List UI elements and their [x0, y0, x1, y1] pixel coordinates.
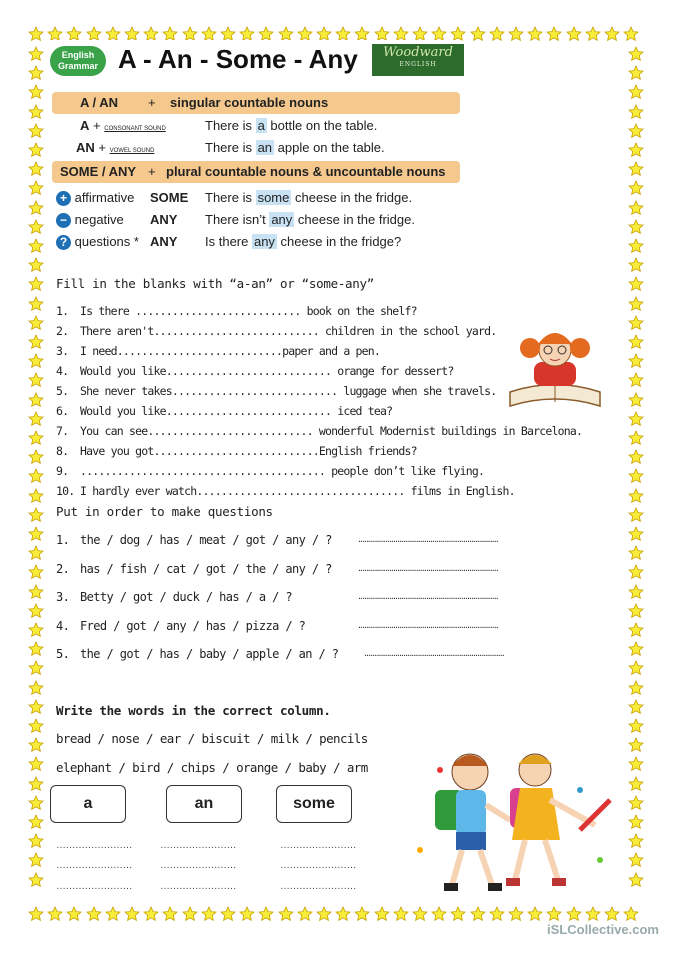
star-icon	[28, 219, 44, 235]
star-icon	[28, 238, 44, 254]
item-number: 6.	[56, 404, 69, 418]
star-icon	[28, 142, 44, 158]
example-some: There is some cheese in the fridge.	[205, 190, 413, 205]
star-icon	[28, 526, 44, 542]
answer-line[interactable]: ....................................................................	[358, 533, 498, 545]
word-bank-row-1: bread / nose / ear / biscuit / milk / pencils	[56, 731, 368, 746]
star-icon	[628, 123, 644, 139]
star-icon	[628, 430, 644, 446]
star-icon	[28, 756, 44, 772]
star-icon	[604, 906, 620, 922]
star-icon	[393, 906, 409, 922]
item-sentence: ........................................ people don’t like flying.	[80, 464, 485, 478]
star-icon	[28, 296, 44, 312]
star-icon	[28, 449, 44, 465]
star-icon	[28, 392, 44, 408]
star-icon	[316, 906, 332, 922]
rule-bar-some-any: SOME / ANY + plural countable nouns & uncountable nouns	[52, 161, 460, 183]
star-icon	[28, 123, 44, 139]
star-icon	[489, 906, 505, 922]
item-sentence: Have you got...........................English friends?	[80, 444, 417, 458]
star-icon	[470, 906, 486, 922]
star-icon	[28, 622, 44, 638]
star-icon	[628, 872, 644, 888]
star-icon	[258, 906, 274, 922]
item-number: 2.	[56, 324, 69, 338]
star-icon	[28, 430, 44, 446]
item-sentence: I hardly ever watch.................................. films in English.	[80, 484, 515, 498]
star-icon	[143, 906, 159, 922]
scrambled-question: has / fish / cat / got / the / any / ?	[80, 561, 332, 576]
star-icon	[628, 296, 644, 312]
exercise3-title: Write the words in the correct column.	[56, 703, 331, 718]
column-a-answer-line[interactable]: ……………………	[56, 881, 132, 892]
question-number: 3.	[56, 590, 70, 604]
item-sentence: Would you like........................... orange for dessert?	[80, 364, 454, 378]
example-an: There is an apple on the table.	[205, 140, 385, 155]
star-icon	[28, 468, 44, 484]
word-some: SOME	[150, 190, 189, 205]
star-icon	[628, 603, 644, 619]
item-number: 5.	[56, 384, 69, 398]
star-icon	[28, 353, 44, 369]
star-icon	[28, 104, 44, 120]
star-icon	[28, 776, 44, 792]
item-number: 9.	[56, 464, 69, 478]
exercise2-title: Put in order to make questions	[56, 504, 273, 519]
rule-negative: − negative	[56, 212, 124, 228]
item-number: 3.	[56, 344, 69, 358]
star-icon	[86, 906, 102, 922]
star-icon	[585, 906, 601, 922]
star-icon	[628, 411, 644, 427]
star-icon	[297, 906, 313, 922]
minus-icon: −	[56, 213, 71, 228]
answer-line[interactable]: ....................................................................	[364, 647, 504, 659]
star-icon	[546, 906, 562, 922]
star-icon	[628, 622, 644, 638]
scrambled-question: Betty / got / duck / has / a / ?	[80, 590, 292, 604]
star-icon	[28, 545, 44, 561]
star-icon	[628, 852, 644, 868]
star-icon	[628, 84, 644, 100]
star-icon	[628, 680, 644, 696]
question-number: 1.	[56, 533, 70, 547]
star-icon	[566, 26, 582, 42]
question-number: 2.	[56, 561, 70, 576]
column-a-box: a	[50, 785, 126, 823]
star-icon	[28, 276, 44, 292]
item-sentence: You can see........................... wonderful Modernist buildings in Barcelona.	[80, 424, 583, 438]
answer-line[interactable]: ....................................................................	[358, 590, 498, 602]
item-number: 4.	[56, 364, 69, 378]
item-number: 7.	[56, 424, 69, 438]
example-any-negative: There isn’t any cheese in the fridge.	[205, 212, 415, 227]
star-icon	[628, 200, 644, 216]
star-icon	[28, 584, 44, 600]
star-icon	[628, 219, 644, 235]
star-icon	[239, 906, 255, 922]
star-icon	[28, 84, 44, 100]
word-bank-row-2: elephant / bird / chips / orange / baby / arm	[56, 760, 368, 775]
star-icon	[566, 906, 582, 922]
star-icon	[628, 718, 644, 734]
star-icon	[28, 161, 44, 177]
plus-icon: +	[56, 191, 71, 206]
rule-questions: ? questions *	[56, 234, 139, 250]
star-icon	[508, 26, 524, 42]
girl-reading-illustration	[500, 322, 610, 410]
scrambled-question: the / dog / has / meat / got / any / ?	[80, 533, 332, 547]
star-icon	[28, 26, 44, 42]
item-sentence: She never takes........................... luggage when she travels.	[80, 384, 497, 398]
english-grammar-badge: English Grammar	[50, 46, 106, 76]
scrambled-question: the / got / has / baby / apple / an / ?	[80, 647, 339, 661]
question-number: 5.	[56, 647, 70, 661]
star-icon	[47, 906, 63, 922]
star-icon	[628, 392, 644, 408]
star-icon	[28, 814, 44, 830]
star-icon	[628, 526, 644, 542]
star-icon	[28, 680, 44, 696]
item-sentence: There aren't........................... children in the school yard.	[80, 324, 497, 338]
answer-line[interactable]: ....................................................................	[358, 561, 498, 574]
star-icon	[28, 180, 44, 196]
star-icon	[628, 756, 644, 772]
column-a-answer-line[interactable]: ……………………	[56, 840, 132, 851]
star-icon	[28, 564, 44, 580]
column-a-answer-line[interactable]: ……………………	[56, 860, 132, 871]
example-a: There is a bottle on the table.	[205, 118, 378, 133]
column-some-box: some	[276, 785, 352, 823]
star-icon	[28, 718, 44, 734]
star-icon	[28, 641, 44, 657]
star-icon	[628, 564, 644, 580]
star-icon	[28, 334, 44, 350]
star-icon	[28, 852, 44, 868]
star-icon	[628, 545, 644, 561]
word-any-question: ANY	[150, 234, 178, 249]
column-an-answer-line[interactable]: ……………………	[160, 860, 236, 871]
item-number: 1.	[56, 304, 69, 318]
star-icon	[162, 906, 178, 922]
star-icon	[489, 26, 505, 42]
star-icon	[628, 641, 644, 657]
star-icon	[335, 906, 351, 922]
column-an-answer-line[interactable]: ……………………	[160, 881, 236, 892]
item-sentence: Would you like........................... iced tea?	[80, 404, 393, 418]
item-sentence: Is there ........................... book on the shelf?	[80, 304, 417, 318]
star-icon	[628, 449, 644, 465]
star-icon	[628, 161, 644, 177]
star-icon	[28, 507, 44, 523]
star-icon	[28, 603, 44, 619]
rule-affirmative: + affirmative	[56, 190, 134, 206]
exercise1-title: Fill in the blanks with “a-an” or “some-any”	[56, 276, 374, 291]
star-icon	[585, 26, 601, 42]
star-icon	[546, 26, 562, 42]
star-icon	[374, 906, 390, 922]
star-icon	[628, 142, 644, 158]
star-icon	[604, 26, 620, 42]
column-an-answer-line[interactable]: ……………………	[160, 840, 236, 851]
scrambled-question: Fred / got / any / has / pizza / ?	[80, 618, 306, 633]
star-icon	[527, 26, 543, 42]
star-icon	[28, 699, 44, 715]
column-some-answer-line[interactable]: ……………………	[280, 881, 356, 892]
star-icon	[450, 906, 466, 922]
item-number: 10.	[56, 484, 75, 498]
star-icon	[28, 315, 44, 331]
star-icon	[623, 26, 639, 42]
star-icon	[28, 833, 44, 849]
star-icon	[28, 872, 44, 888]
column-some-answer-line[interactable]: ……………………	[280, 840, 356, 851]
star-icon	[28, 257, 44, 273]
rule-a-line: A + CONSONANT SOUND	[80, 118, 166, 133]
star-icon	[527, 906, 543, 922]
star-icon	[508, 906, 524, 922]
star-icon	[623, 906, 639, 922]
star-icon	[628, 468, 644, 484]
star-icon	[28, 660, 44, 676]
star-icon	[628, 334, 644, 350]
star-icon	[28, 795, 44, 811]
star-icon	[628, 776, 644, 792]
star-icon	[28, 488, 44, 504]
star-icon	[628, 833, 644, 849]
children-walking-illustration	[400, 740, 620, 900]
star-icon	[124, 906, 140, 922]
star-icon	[628, 507, 644, 523]
star-icon	[28, 65, 44, 81]
star-icon	[28, 411, 44, 427]
star-icon	[28, 200, 44, 216]
item-sentence: I need...........................paper and a pen.	[80, 344, 381, 358]
column-an-box: an	[166, 785, 242, 823]
star-icon	[628, 488, 644, 504]
star-icon	[182, 906, 198, 922]
watermark: iSLCollective.com	[547, 922, 659, 937]
star-icon	[28, 46, 44, 62]
rule-bar-a-an: A / AN + singular countable nouns	[52, 92, 460, 114]
star-icon	[628, 238, 644, 254]
star-icon	[628, 584, 644, 600]
star-icon	[470, 26, 486, 42]
star-icon	[628, 372, 644, 388]
star-icon	[628, 315, 644, 331]
star-icon	[278, 906, 294, 922]
star-icon	[628, 104, 644, 120]
answer-line[interactable]: ....................................................................	[358, 618, 498, 631]
star-icon	[628, 660, 644, 676]
question-icon: ?	[56, 235, 71, 250]
star-icon	[628, 737, 644, 753]
star-icon	[628, 699, 644, 715]
star-icon	[28, 906, 44, 922]
star-icon	[628, 46, 644, 62]
star-icon	[628, 353, 644, 369]
star-icon	[431, 906, 447, 922]
star-icon	[66, 906, 82, 922]
woodward-logo: Woodward ENGLISH	[372, 44, 464, 76]
star-icon	[628, 814, 644, 830]
star-icon	[628, 257, 644, 273]
question-number: 4.	[56, 618, 70, 633]
star-icon	[628, 180, 644, 196]
star-icon	[28, 737, 44, 753]
column-some-answer-line[interactable]: ……………………	[280, 860, 356, 871]
star-icon	[628, 795, 644, 811]
page-title: A - An - Some - Any	[118, 44, 358, 74]
star-icon	[201, 906, 217, 922]
star-icon	[105, 906, 121, 922]
star-icon	[412, 906, 428, 922]
star-icon	[220, 906, 236, 922]
star-icon	[28, 372, 44, 388]
example-any-question: Is there any cheese in the fridge?	[205, 234, 402, 249]
star-icon	[628, 65, 644, 81]
rule-an-line: AN + VOWEL SOUND	[76, 140, 155, 155]
item-number: 8.	[56, 444, 69, 458]
star-icon	[628, 276, 644, 292]
word-any-negative: ANY	[150, 212, 178, 227]
star-icon	[354, 906, 370, 922]
